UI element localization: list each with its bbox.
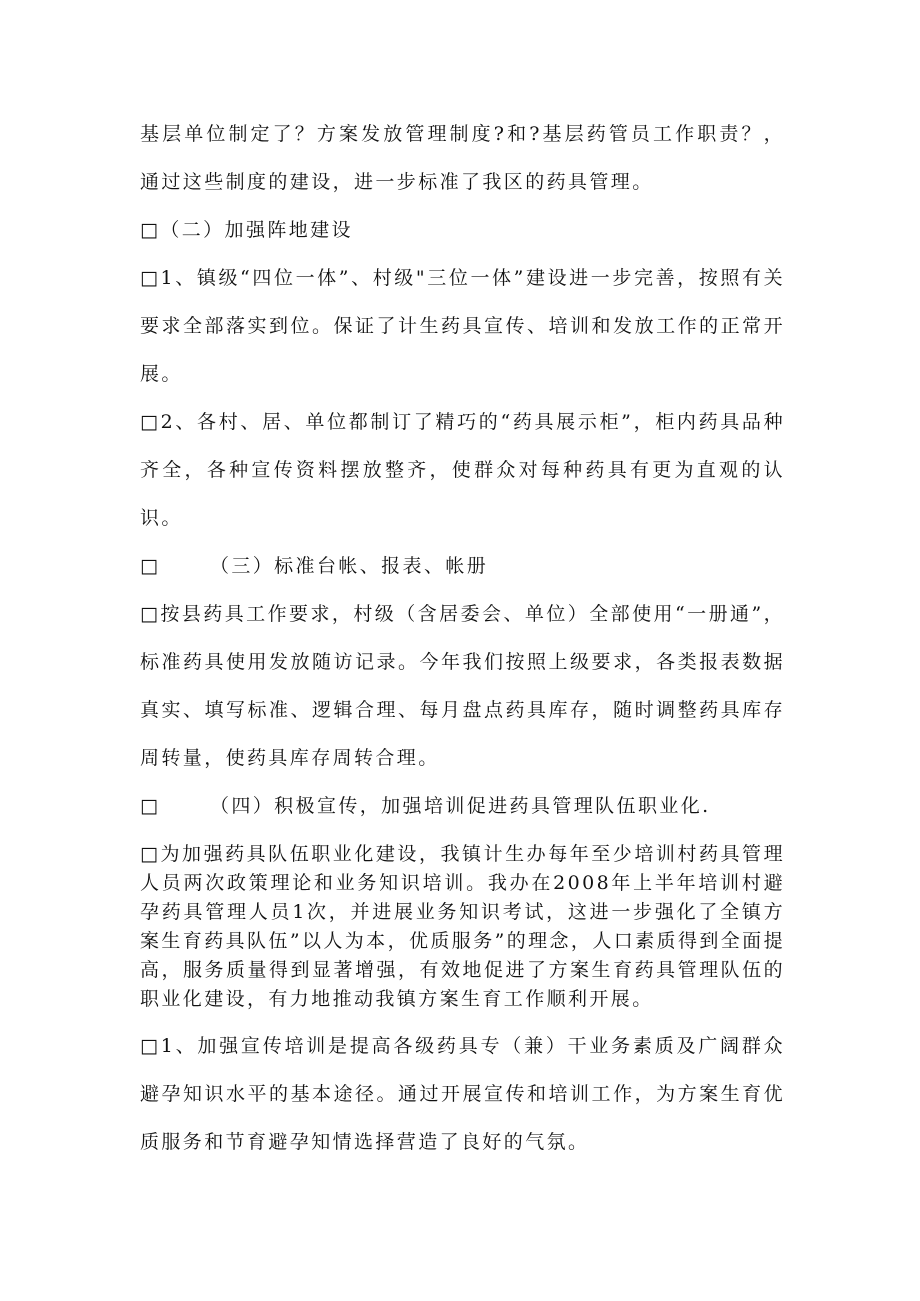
paragraph-town-village-construction: □1、镇级“四位一体”、村级"三位一体”建设进一步完善，按照有关要求全部落实到位。保证了计生药具宣传、培训和发放工作的正常开展。 xyxy=(140,267,785,385)
checkbox-glyph: □ xyxy=(140,795,158,817)
paragraph-display-cabinet: □2、各村、居、单位都制订了精巧的“药具展示柜”，柜内药具品种齐全，各种宣传资料摆放整齐，使群众对每种药具有更为直观的认识。 xyxy=(140,411,785,529)
checkbox-glyph: □ xyxy=(140,555,158,577)
heading-standard-ledger-text: （三）标准台帐、报表、帐册 xyxy=(209,555,489,577)
heading-publicity-training xyxy=(140,782,785,830)
paragraph-ledger-requirements: □按县药具工作要求，村级（含居委会、单位）全部使用“一册通”，标准药具使用发放随访记录。今年我们按照上级要求，各类报表数据真实、填写标准、逻辑合理、每月盘点药具库存，随时调整药具库存周转量，使药具库存周转合理。 xyxy=(140,603,785,769)
paragraph-management-rules: 基层单位制定了？方案发放管理制度?和?基层药管员工作职责？，通过这些制度的建设，进一步标准了我区的药具管理。 xyxy=(140,123,785,193)
paragraph-publicity-training-path: □1、加强宣传培训是提高各级药具专（兼）干业务素质及广阔群众避孕知识水平的基本途径。通过开展宣传和培训工作，为方案生育优质服务和节育避孕知情选择营造了良好的气氛。 xyxy=(140,1035,785,1153)
heading-position-construction: □（二）加强阵地建设 xyxy=(140,219,353,241)
document-page xyxy=(140,110,785,1166)
heading-publicity-training-text: （四）积极宣传，加强培训促进药具管理队伍职业化. xyxy=(209,795,711,817)
paragraph-team-professionalization: □为加强药具队伍职业化建设，我镇计生办每年至少培训村药具管理人员两次政策理论和业务知识培训。我办在2008年上半年培训村避孕药具管理人员1次，并进展业务知识考试，这进一步强化了全镇方案生育药具队伍”以人为本，优质服务”的理念，人口素质得到全面提高，服务质量得到显著增强，有效地促进了方案生育药具管理队伍的职业化建设，有力地推动我镇方案生育工作顺利开展。 xyxy=(140,843,785,1010)
heading-standard-ledger xyxy=(140,542,785,590)
